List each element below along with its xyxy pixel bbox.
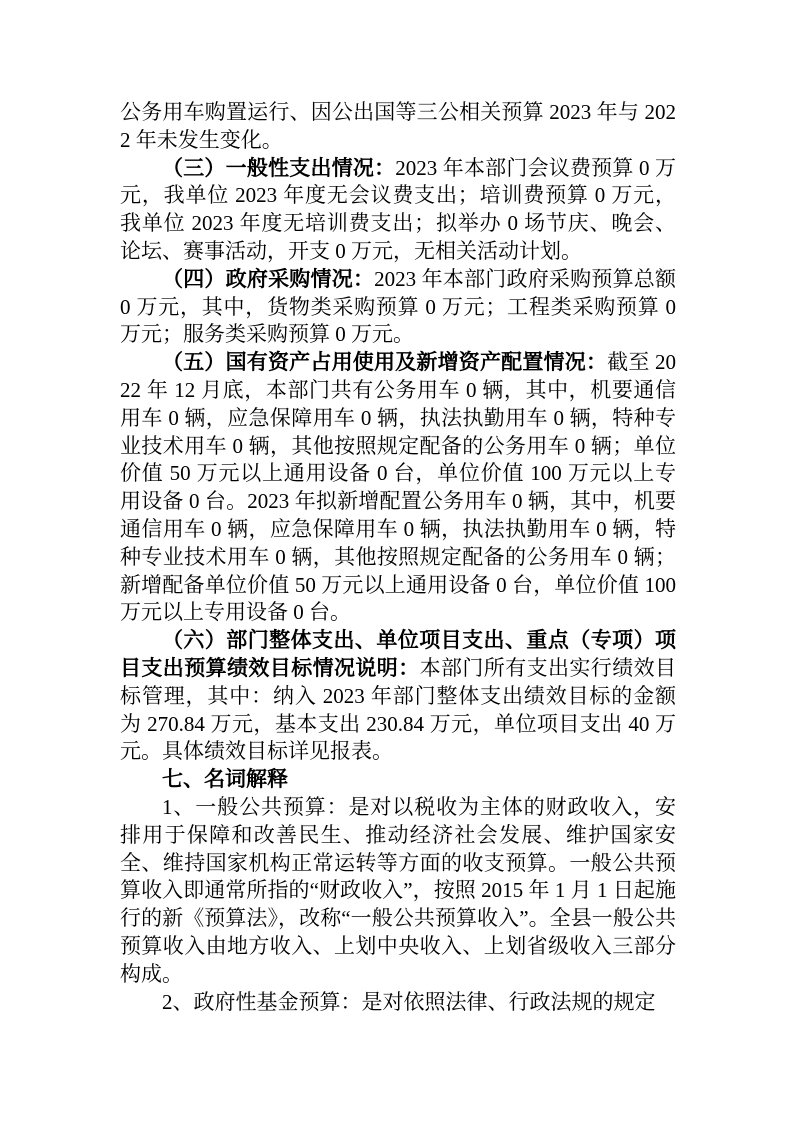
heading-glossary: [120, 766, 676, 794]
paragraph-government-procurement: [120, 266, 676, 349]
section-lead-three: （三）一般性支出情况：: [162, 156, 396, 180]
document-body: [120, 99, 676, 1016]
paragraph-performance-targets: [120, 627, 676, 766]
paragraph-glossary-item-1: [120, 794, 676, 989]
paragraph-three-public-budget-continuation: [120, 99, 676, 155]
paragraph-general-expenditure: [120, 155, 676, 266]
paragraph-text: 2023 年本部门政府采购预算总额 0 万元，其中，货物类采购预算 0 万元；工程类采购预算 0 万元；服务类采购预算 0 万元。: [120, 266, 677, 347]
paragraph-text: 本部门所有支出实行绩效目标管理，其中：纳入 2023 年部门整体支出绩效目标的金额为 270.84 万元，基本支出 230.84 万元，单位项目支出 40 万元。具体绩效目标详见报表。: [120, 655, 677, 764]
heading-text: 七、名词解释: [162, 767, 288, 792]
section-lead-four: （四）政府采购情况：: [162, 267, 375, 291]
paragraph-glossary-item-2: [120, 989, 676, 1017]
section-lead-six: （六）部门整体支出、单位项目支出、重点（专项）项目支出预算绩效目标情况说明：: [120, 629, 676, 680]
paragraph-state-assets: [120, 349, 676, 627]
paragraph-text: 公务用车购置运行、因公出国等三公相关预算 2023 年与 2022 年未发生变化。: [120, 100, 676, 152]
paragraph-text: 1、一般公共预算：是对以税收为主体的财政收入，安排用于保障和改善民生、推动经济社会发展、维护国家安全、维持国家机构正常运转等方面的收支预算。一般公共预算收入即通常所指的“财政收入”，按照 2015 年 1 月 1 日起施行的新《预算法》，改称“一般公共预算收入”。全县一般公共预算收入由地方收入、上划中央收入、上划省级收入三部分构成。: [120, 794, 676, 986]
paragraph-text: 2、政府性基金预算：是对依照法律、行政法规的规定: [162, 989, 656, 1014]
paragraph-text: 2023 年本部门会议费预算 0 万元，我单位 2023 年度无会议费支出；培训费预算 0 万元，我单位 2023 年度无培训费支出；拟举办 0 场节庆、晚会、论坛、赛事活动，开支 0 万元，无相关活动计划。: [120, 155, 677, 263]
paragraph-text: 截至 2022 年 12 月底，本部门共有公务用车 0 辆，其中，机要通信用车 0 辆，应急保障用车 0 辆，执法执勤用车 0 辆，特种专业技术用车 0 辆，其他按照规定配备的公务用车 0 辆；单位价值 50 万元以上通用设备 0 台，单位价值 100 万元以上专用设备 0 台。2023 年拟新增配置公务用车 0 辆，其中，机要通信用车 0 辆，应急保障用车 0 辆，执法执勤用车 0 辆，特种专业技术用车 0 辆，其他按照规定配备的公务用车 0 辆；新增配备单位价值 50 万元以上通用设备 0 台，单位价值 100 万元以上专用设备 0 台。: [120, 350, 677, 625]
section-lead-five: （五）国有资产占用使用及新增资产配置情况：: [162, 351, 608, 375]
